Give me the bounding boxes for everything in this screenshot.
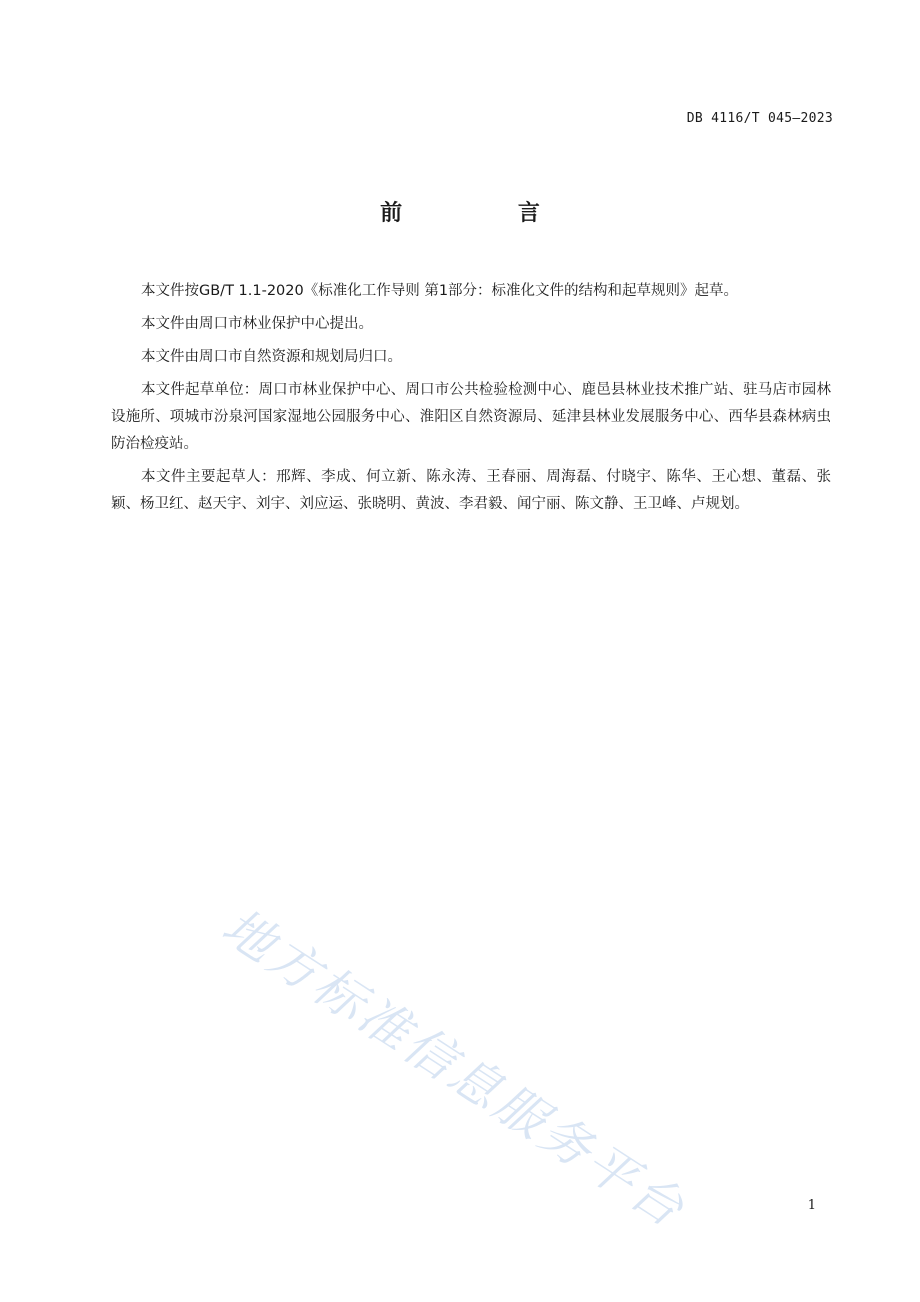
preface-body — [111, 278, 831, 524]
page-number: 1 — [807, 1198, 816, 1213]
paragraph-drafting-rules: 本文件按GB/T 1.1-2020《标准化工作导则 第1部分：标准化文件的结构和起草规则》起草。 — [141, 283, 739, 299]
standard-code: DB 4116/T 045—2023 — [686, 111, 833, 126]
watermark-text: 地方标准信息服务平台 — [212, 897, 697, 1240]
paragraph-drafting-units: 本文件起草单位：周口市林业保护中心、周口市公共检验检测中心、鹿邑县林业技术推广站、驻马店市园林设施所、项城市汾泉河国家湿地公园服务中心、淮阳区自然资源局、延津县林业发展服务中心、西华县森林病虫防治检疫站。 — [111, 382, 831, 452]
paragraph-drafters: 本文件主要起草人：邢辉、李成、何立新、陈永涛、王春丽、周海磊、付晓宇、陈华、王心想、董磊、张颖、杨卫红、赵天宇、刘宇、刘应运、张晓明、黄波、李君毅、闻宁丽、陈文静、王卫峰、卢规划。 — [111, 469, 831, 512]
paragraph-proposed-by: 本文件由周口市林业保护中心提出。 — [141, 316, 373, 332]
page-title: 前 言 — [380, 201, 594, 226]
paragraph-centralized-by: 本文件由周口市自然资源和规划局归口。 — [141, 349, 402, 365]
